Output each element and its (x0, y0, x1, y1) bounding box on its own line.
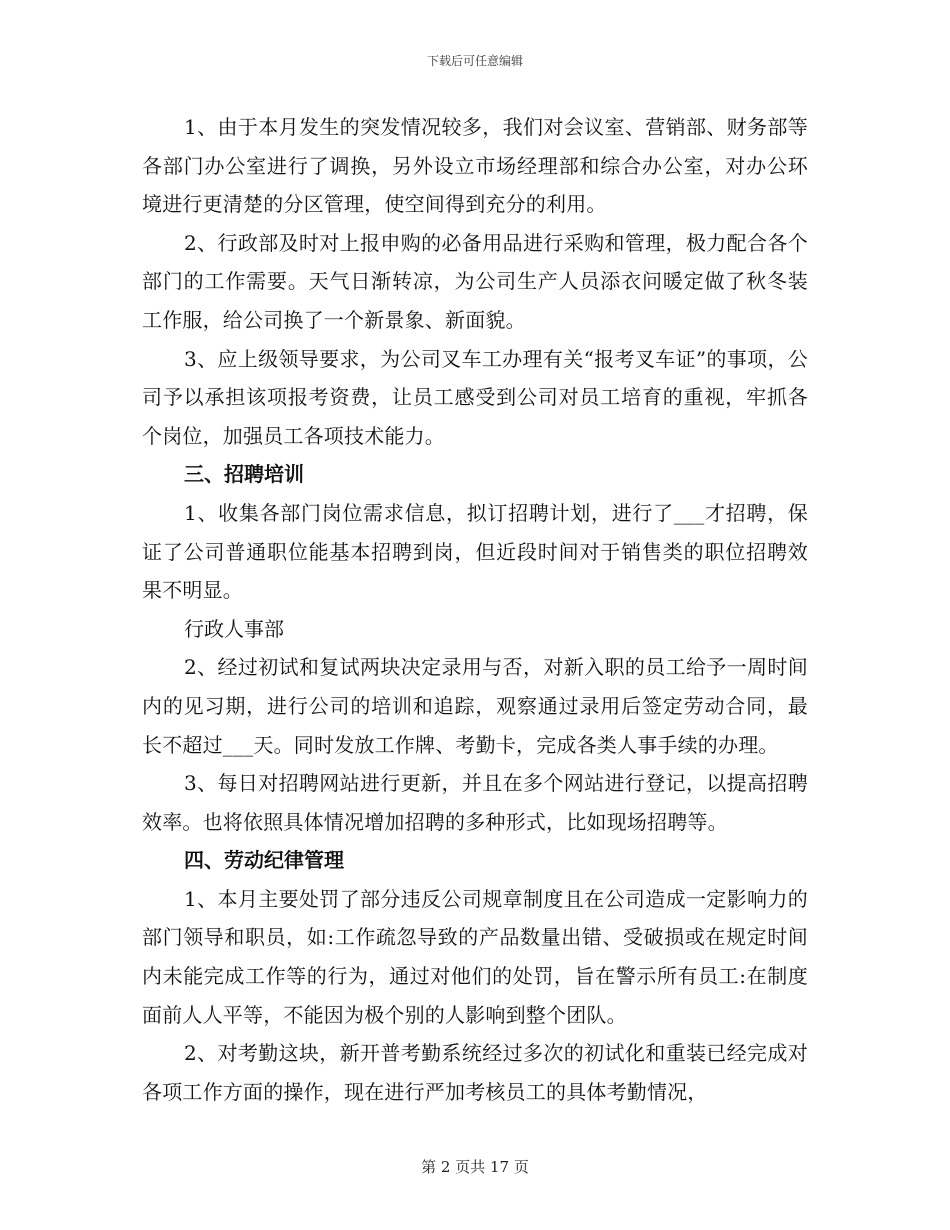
paragraph-attendance: 2、对考勤这块，新开普考勤系统经过多次的初试化和重装已经完成对各项工作方面的操作，现在进行严加考核员工的具体考勤情况， (142, 1041, 808, 1104)
page-footer: 第 2 页共 17 页 (421, 1158, 529, 1176)
page-header: 下载后可任意编辑 (426, 54, 523, 68)
paragraph-forklift-license: 3、应上级领导要求，为公司叉车工办理有关“报考叉车证”的事项，公司予以承担该项报考资费，让员工感受到公司对员工培育的重视，牢抓各个岗位，加强员工各项技术能力。 (142, 346, 808, 448)
paragraph-recruitment-websites: 3、每日对招聘网站进行更新，并且在多个网站进行登记，以提高招聘效率。也将依照具体情况增加招聘的多种形式，比如现场招聘等。 (142, 771, 808, 834)
paragraph-probation: 2、经过初试和复试两块决定录用与否，对新入职的员工给予一周时间内的见习期，进行公司的培训和追踪，观察通过录用后签定劳动合同，最长不超过___天。同时发放工作牌、考勤卡，完成各类人事手续的办理。 (142, 655, 808, 757)
paragraph-recruitment-plan: 1、收集各部门岗位需求信息，拟订招聘计划，进行了___才招聘，保证了公司普通职位能基本招聘到岗，但近段时间对于销售类的职位招聘效果不明显。 (142, 500, 808, 603)
paragraph-penalties: 1、本月主要处罚了部分违反公司规章制度且在公司造成一定影响力的部门领导和职员，如:工作疏忽导致的产品数量出错、受破损或在规定时间内未能完成工作等的行为，通过对他们的处罚，旨在警示所有员工:在制度面前人人平等，不能因为极个别的人影响到整个团队。 (142, 886, 808, 1027)
paragraph-office-adjustment: 1、由于本月发生的突发情况较多，我们对会议室、营销部、财务部等各部门办公室进行了调换，另外设立市场经理部和综合办公室，对办公环境进行更清楚的分区管理，使空间得到充分的利用。 (142, 115, 808, 217)
document-body (142, 108, 808, 1111)
department-label: 行政人事部 (184, 616, 284, 641)
section-heading-labor-discipline: 四、劳动纪律管理 (184, 848, 344, 873)
section-heading-recruitment: 三、招聘培训 (184, 462, 304, 487)
paragraph-procurement: 2、行政部及时对上报申购的必备用品进行采购和管理，极力配合各个部门的工作需要。天气日渐转凉，为公司生产人员添衣问暖定做了秋冬装工作服，给公司换了一个新景象、新面貌。 (142, 230, 808, 332)
